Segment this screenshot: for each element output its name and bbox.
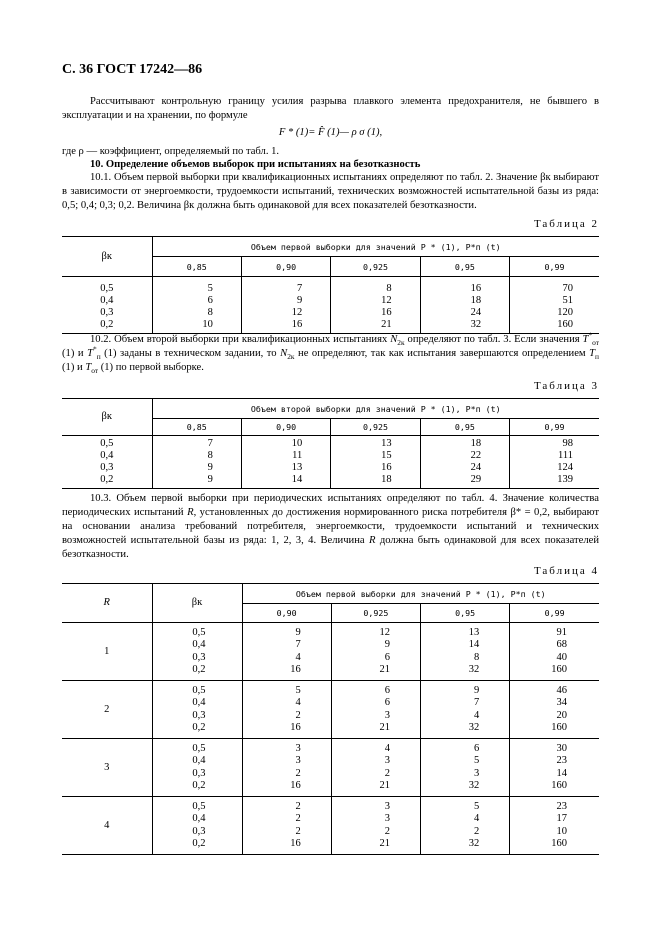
table4-cell: 16 <box>290 837 301 849</box>
table4-cell: 3 <box>295 755 301 767</box>
table2-beta-value: 0,4 <box>100 294 114 306</box>
table4-cell: 160 <box>551 779 567 791</box>
table2-beta-value: 0,3 <box>100 306 114 318</box>
table4-cell: 2 <box>295 801 301 813</box>
table2-cell: 16 <box>381 306 392 318</box>
table3-beta-value: 0,2 <box>100 474 114 486</box>
table2-cell: 16 <box>470 282 482 294</box>
table4-cell: 14 <box>556 767 567 779</box>
table4-cell: 6 <box>384 697 390 709</box>
table4-cell: 16 <box>290 721 301 733</box>
table3-beta-value: 0,5 <box>100 437 114 449</box>
table4-beta-value: 0,5 <box>192 627 206 639</box>
table3-cell: 14 <box>291 474 303 486</box>
table4-cell: 2 <box>295 825 301 837</box>
table4-cell: 3 <box>384 755 390 767</box>
table4-cell: 68 <box>556 639 567 651</box>
table4-cell: 32 <box>468 837 480 849</box>
table3-col-header: 0,85 <box>152 419 241 436</box>
table4-cell: 32 <box>468 663 480 675</box>
table2-cell: 8 <box>207 306 213 318</box>
table4-cell: 46 <box>556 685 567 697</box>
table4-cell: 16 <box>290 663 301 675</box>
table4-beta-value: 0,4 <box>192 697 206 709</box>
table4-beta-value: 0,2 <box>192 721 206 733</box>
table4-col-header: 0,99 <box>510 604 599 623</box>
table2-cell: 7 <box>297 282 303 294</box>
table3-col-header: 0,95 <box>420 419 509 436</box>
table4-cell: 160 <box>551 721 567 733</box>
table4-cell: 21 <box>379 663 390 675</box>
table4-beta-value: 0,3 <box>192 825 206 837</box>
table4-cell: 9 <box>474 685 480 697</box>
table2-beta-value: 0,2 <box>100 319 114 331</box>
table3-cell: 9 <box>207 461 213 473</box>
table2-col-header: 0,95 <box>420 257 509 277</box>
table4-r-value: 3 <box>104 761 110 773</box>
table4-beta-value: 0,3 <box>192 767 206 779</box>
table4-cell: 32 <box>468 779 480 791</box>
table4-beta-value: 0,4 <box>192 755 206 767</box>
where-text: где ρ — коэффициент, определяемый по табл. 1. <box>62 146 280 157</box>
table4-beta-value: 0,4 <box>192 639 206 651</box>
table3-cell: 8 <box>207 449 213 461</box>
table3-cell: 139 <box>557 474 573 486</box>
table4-col-header: 0,925 <box>331 604 420 623</box>
section-10-title: 10. Определение объемов выборок при испытаниях на безотказность <box>90 159 421 170</box>
table2-cell: 51 <box>562 294 573 306</box>
table3-cell: 18 <box>470 437 482 449</box>
table4-cell: 17 <box>556 813 567 825</box>
table3-cell: 22 <box>470 449 482 461</box>
table4-cell: 7 <box>295 639 301 651</box>
table3-cell: 18 <box>381 474 392 486</box>
table3-cell: 29 <box>470 474 482 486</box>
table4-cell: 3 <box>474 767 480 779</box>
table3-beta-value: 0,4 <box>100 449 114 461</box>
table4-cell: 6 <box>474 743 480 755</box>
table4-beta-value: 0,2 <box>192 663 206 675</box>
table4-col-header: 0,90 <box>242 604 331 623</box>
table4-cell: 4 <box>295 697 301 709</box>
table2-cell: 12 <box>291 306 303 318</box>
table3-cell: 15 <box>381 449 392 461</box>
table4-cell: 3 <box>384 709 390 721</box>
table4-beta-value: 0,3 <box>192 651 206 663</box>
table3-group-header: Объем второй выборки для значений P * (1), P*п (t) <box>152 399 599 419</box>
table2-cell: 5 <box>207 282 213 294</box>
table4-r-header: R <box>62 584 152 623</box>
table3-cell: 24 <box>470 461 482 473</box>
table2-cell: 120 <box>557 306 573 318</box>
table3-cell: 13 <box>291 461 303 473</box>
table2-cell: 70 <box>562 282 573 294</box>
table4-col-header: 0,95 <box>421 604 510 623</box>
table4-cell: 160 <box>551 837 567 849</box>
table4-cell: 3 <box>384 801 390 813</box>
table-3 <box>62 398 599 489</box>
table4-cell: 12 <box>379 627 390 639</box>
table4-cell: 4 <box>384 743 390 755</box>
table4-beta-value: 0,5 <box>192 801 206 813</box>
paragraph-10-2: 10.2. Объем второй выборки при квалификационных испытаниях $N_{2к}$ определяют по табл. 3. Если значения $T^*_{от}$ (1) и $T^*_п$ (1) заданы в техническом задании, то $N_{2к}$ не определяют, так как испытания завершаются определением $T_п$ (1) и $T_{от}$ (1) по первой выборке. <box>62 330 599 376</box>
table4-cell: 5 <box>295 685 301 697</box>
table4-cell: 2 <box>474 825 480 837</box>
table4-caption: Таблица 4 <box>533 565 599 577</box>
table3-cell: 7 <box>207 437 213 449</box>
table4-beta-value: 0,3 <box>192 709 206 721</box>
table-2 <box>62 236 599 334</box>
table2-col-header: 0,90 <box>241 257 330 277</box>
table2-group-header: Объем первой выборки для значений P * (1), P*п (t) <box>152 237 599 257</box>
table3-cell: 111 <box>558 449 573 461</box>
table4-cell: 4 <box>295 651 301 663</box>
paragraph-10-1: 10.1. Объем первой выборки при квалификационных испытаниях определяют по табл. 2. Значение βк выбирают в зависимости от энергоемкости, трудоемкости испытаний, технических возможностей испытательной базы из ряда: 0,5; 0,4; 0,3; 0,2. Величина βк должна быть одинаковой для всех показателей безотказности. <box>62 172 599 211</box>
table4-cell: 23 <box>556 801 567 813</box>
table4-cell: 2 <box>295 767 301 779</box>
table3-cell: 10 <box>291 437 303 449</box>
table2-cell: 8 <box>386 282 392 294</box>
table2-cell: 32 <box>470 319 482 331</box>
table3-beta-header: βк <box>62 399 152 436</box>
table2-cell: 9 <box>297 294 303 306</box>
table4-cell: 21 <box>379 837 390 849</box>
table4-cell: 21 <box>379 721 390 733</box>
table2-col-header: 0,99 <box>510 257 599 277</box>
table3-cell: 13 <box>381 437 392 449</box>
table4-cell: 2 <box>384 825 390 837</box>
table4-cell: 32 <box>468 721 480 733</box>
table4-beta-value: 0,4 <box>192 813 206 825</box>
table3-cell: 124 <box>557 461 573 473</box>
table3-col-header: 0,90 <box>241 419 330 436</box>
table4-r-value: 1 <box>104 645 110 657</box>
table3-col-header: 0,925 <box>331 419 420 436</box>
table4-cell: 6 <box>384 685 390 697</box>
table4-group-header: Объем первой выборки для значений P * (1), P*п (t) <box>242 584 599 604</box>
table4-cell: 40 <box>556 651 567 663</box>
table4-cell: 9 <box>384 639 390 651</box>
table4-beta-value: 0,5 <box>192 685 206 697</box>
paragraph-10-3: 10.3. Объем первой выборки при периодических испытаниях определяют по табл. 4. Значение количества периодических испытаний R, установленных до достижения нормированного риска потребителя β* = 0,2, выбирают на основании анализа требований потребителя, энергоемкости, трудоемкости испытаний и технических возможностей испытательной базы из ряда: 1, 2, 3, 4. Величина R должна быть одинаковой для всех показателей безотказности. <box>62 493 600 560</box>
table4-r-value: 2 <box>104 703 110 715</box>
table4-cell: 6 <box>384 651 390 663</box>
table2-cell: 6 <box>207 294 213 306</box>
table4-beta-value: 0,5 <box>192 743 206 755</box>
table2-caption: Таблица 2 <box>533 218 599 230</box>
table4-r-value: 4 <box>104 819 110 831</box>
table2-col-header: 0,925 <box>331 257 420 277</box>
table2-cell: 24 <box>470 306 482 318</box>
table2-cell: 10 <box>202 319 213 331</box>
table4-cell: 21 <box>379 779 390 791</box>
table4-cell: 2 <box>295 813 301 825</box>
table4-cell: 5 <box>474 801 480 813</box>
formula: F * (1)= F̂ (1)— ρ σ (1), <box>278 127 383 138</box>
table4-cell: 23 <box>556 755 567 767</box>
intro-paragraph: Рассчитывают контрольную границу усилия разрыва плавкого элемента предохранителя, не бывшего в эксплуатации и на хранении, по формуле <box>62 96 599 121</box>
table2-cell: 18 <box>470 294 482 306</box>
table4-cell: 8 <box>474 651 480 663</box>
table2-cell: 21 <box>381 319 392 331</box>
table2-cell: 16 <box>291 319 303 331</box>
table4-cell: 20 <box>556 709 567 721</box>
table4-cell: 9 <box>295 627 301 639</box>
table4-cell: 10 <box>556 825 567 837</box>
table4-cell: 34 <box>556 697 567 709</box>
table2-cell: 12 <box>381 294 392 306</box>
table3-beta-value: 0,3 <box>100 461 114 473</box>
table3-cell: 98 <box>562 437 573 449</box>
table4-cell: 4 <box>474 709 480 721</box>
table4-cell: 2 <box>384 767 390 779</box>
table4-cell: 14 <box>468 639 480 651</box>
table4-beta-value: 0,2 <box>192 837 206 849</box>
table4-cell: 5 <box>474 755 480 767</box>
table3-caption: Таблица 3 <box>533 380 599 392</box>
table2-col-header: 0,85 <box>152 257 241 277</box>
table4-beta-value: 0,2 <box>192 779 206 791</box>
table3-cell: 11 <box>292 449 303 461</box>
table2-cell: 160 <box>557 319 573 331</box>
table4-cell: 160 <box>551 663 567 675</box>
table4-cell: 16 <box>290 779 301 791</box>
table4-cell: 2 <box>295 709 301 721</box>
table4-cell: 3 <box>384 813 390 825</box>
table2-beta-header: βк <box>62 237 152 277</box>
table4-cell: 30 <box>556 743 567 755</box>
page-header: С. 36 ГОСТ 17242—86 <box>62 62 203 77</box>
table4-cell: 4 <box>474 813 480 825</box>
table4-cell: 3 <box>295 743 301 755</box>
table3-col-header: 0,99 <box>510 419 599 436</box>
table4-cell: 13 <box>468 627 480 639</box>
table4-cell: 7 <box>474 697 480 709</box>
table2-beta-value: 0,5 <box>100 282 114 294</box>
table4-beta-header: βк <box>152 584 242 623</box>
table-4 <box>62 583 599 855</box>
table3-cell: 9 <box>207 474 213 486</box>
table4-cell: 91 <box>556 627 567 639</box>
table3-cell: 16 <box>381 461 392 473</box>
